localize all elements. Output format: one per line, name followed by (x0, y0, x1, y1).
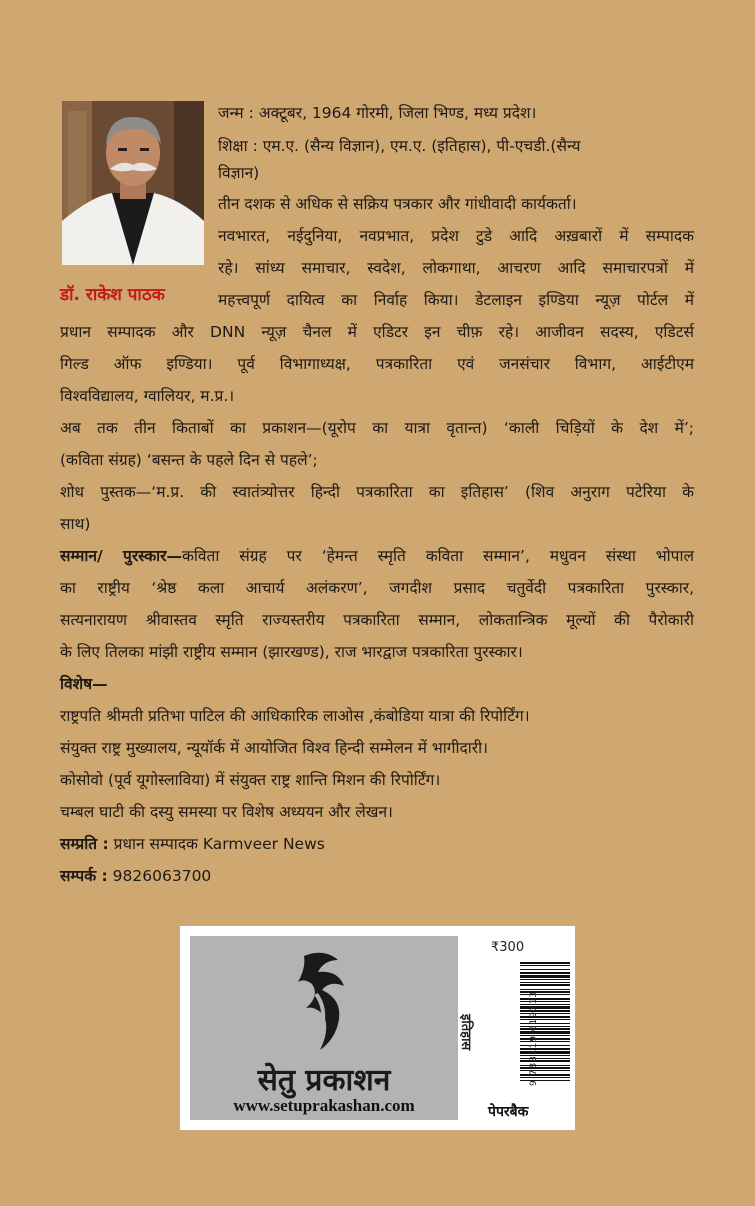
current-label: सम्प्रति : (60, 835, 109, 853)
special-line: चम्बल घाटी की दस्यु समस्या पर विशेष अध्ययन और लेखन। (60, 803, 393, 821)
awards-line: का राष्ट्रीय ‘श्रेष्ठ कला आचार्य अलंकरण’, जगदीश प्रसाद चतुर्वेदी पत्रकारिता पुरस्कार, (60, 579, 694, 597)
bio-line: रहे। सांध्य समाचार, स्वदेश, लोकगाथा, आचरण आदि समाचारपत्रों में (218, 259, 694, 277)
books-line: अब तक तीन किताबों का प्रकाशन—(यूरोप का यात्रा वृतान्त) ‘काली चिड़ियों के देश में’; (60, 419, 694, 437)
awards-line (60, 546, 694, 566)
bio-line: विज्ञान) (218, 164, 260, 182)
special-label: विशेष— (60, 675, 108, 693)
publisher-url: www.setuprakashan.com (233, 1096, 415, 1115)
bio-line: विश्वविद्यालय, ग्वालियर, म.प्र.। (60, 387, 235, 405)
bio-line: शिक्षा : एम.ए. (सैन्य विज्ञान), एम.ए. (इतिहास), पी-एचडी.(सैन्य (218, 137, 581, 155)
current-value: प्रधान सम्पादक Karmveer News (113, 835, 325, 853)
bio-line: प्रधान सम्पादक और DNN न्यूज़ चैनल में एडिटर इन चीफ़ रहे। आजीवन सदस्य, एडिटर्स (60, 323, 694, 341)
publisher-logo-icon (294, 950, 354, 1054)
bio-line: गिल्ड ऑफ इण्डिया। पूर्व विभागाध्यक्ष, पत्रकारिता एवं जनसंचार विभाग, आईटीएम (60, 355, 694, 373)
binding-label: पेपरबैक (488, 1104, 529, 1120)
isbn-digits: 9 788119 619313 (529, 990, 539, 1086)
awards-text: कविता संग्रह पर ‘हेमन्त स्मृति कविता सम्मान’, मधुवन संस्था भोपाल (181, 547, 694, 565)
books-line: साथ) (60, 515, 91, 533)
special-line: कोसोवो (पूर्व यूगोस्लाविया) में संयुक्त राष्ट्र शान्ति मिशन की रिपोर्टिंग। (60, 771, 441, 789)
publisher-label-box (180, 926, 575, 1130)
price-label: ₹300 (491, 940, 525, 955)
contact-line (60, 866, 211, 886)
awards-label: सम्मान/ पुरस्कार— (60, 547, 182, 565)
category-label: इतिहास (458, 1014, 473, 1051)
awards-line: सत्यनारायण श्रीवास्तव स्मृति राज्यस्तरीय पत्रकारिता सम्मान, लोकतान्त्रिक मूल्यों की पैरोकारी (60, 611, 694, 629)
bio-line: तीन दशक से अधिक से सक्रिय पत्रकार और गांधीवादी कार्यकर्ता। (218, 195, 577, 213)
current-line (60, 834, 325, 854)
author-photo (62, 101, 204, 265)
awards-line: के लिए तिलका मांझी राष्ट्रीय सम्मान (झारखण्ड), राज भारद्वाज पत्रकारिता पुरस्कार। (60, 643, 523, 661)
bio-line: नवभारत, नईदुनिया, नवप्रभात, प्रदेश टुडे आदि अख़बारों में सम्पादक (218, 227, 694, 245)
special-line: राष्ट्रपति श्रीमती प्रतिभा पाटिल की आधिकारिक लाओस ,कंबोडिया यात्रा की रिपोर्टिंग। (60, 707, 530, 725)
author-name: डॉ. राकेश पाठक (60, 285, 165, 305)
bio-line: महत्त्वपूर्ण दायित्व का निर्वाह किया। डेटलाइन इण्डिया न्यूज़ पोर्टल में (218, 291, 694, 309)
books-line: शोध पुस्तक—‘म.प्र. की स्वातंत्र्योत्तर हिन्दी पत्रकारिता का इतिहास’ (शिव अनुराग पटेरिया के (60, 483, 694, 501)
special-line: संयुक्त राष्ट्र मुख्यालय, न्यूयॉर्क में आयोजित विश्व हिन्दी सम्मेलन में भागीदारी। (60, 739, 488, 757)
bio-line: जन्म : अक्टूबर, 1964 गोरमी, जिला भिण्ड, मध्य प्रदेश। (218, 104, 537, 122)
contact-value: 9826063700 (112, 867, 212, 885)
publisher-logo-text: सेतु प्रकाशन (257, 1063, 391, 1098)
publisher-logo-panel (190, 936, 458, 1120)
contact-label: सम्पर्क : (60, 867, 108, 885)
books-line: (कविता संग्रह) ‘बसन्त के पहले दिन से पहले’; (60, 451, 318, 469)
isbn-barcode (520, 962, 570, 1082)
